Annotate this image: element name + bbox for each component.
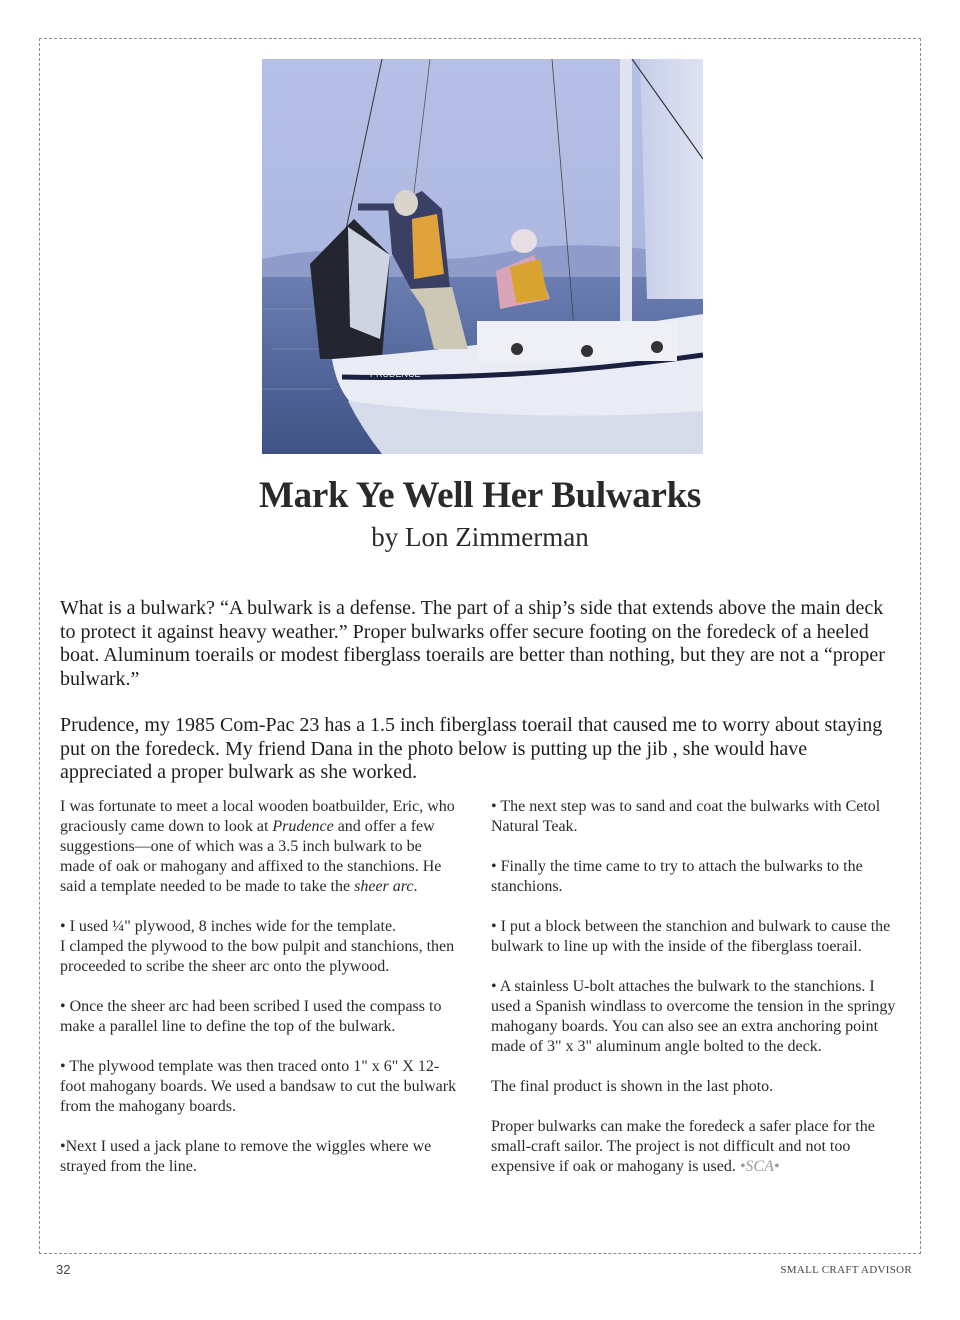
left-paragraph-2a: • I used ¼" plywood, 8 inches wide for the template.	[60, 918, 397, 935]
sheer-arc-term: sheer arc	[354, 878, 414, 895]
left-p1-text-b: and offer a few suggestions—one of which was a 3.5 inch bulwark to be made of oak or mahogany and affixed to the stanchions. He said a template needed to be made to take the	[60, 818, 442, 895]
boat-name: Prudence	[272, 818, 334, 835]
sailboat-photo	[262, 59, 703, 454]
page-number: 32	[56, 1262, 71, 1277]
right-paragraph-1: • The next step was to sand and coat the bulwarks with Cetol Natural Teak.	[491, 798, 881, 835]
right-paragraph-3: • I put a block between the stanchion and bulwark to cause the bulwark to line up with the inside of the fiberglass toerail.	[491, 918, 891, 955]
hull-lettering: PRUDENCE	[370, 369, 421, 379]
right-paragraph-5: The final product is shown in the last photo.	[491, 1078, 774, 1095]
article-byline: by Lon Zimmerman	[371, 522, 589, 552]
right-p6-text: Proper bulwarks can make the foredeck a safer place for the small-craft sailor. The project is not difficult and not too expensive if oak or mahogany is used.	[491, 1118, 875, 1175]
left-paragraph-2b: I clamped the plywood to the bow pulpit and stanchions, then proceeded to scribe the sheer arc onto the plywood.	[60, 938, 455, 975]
left-paragraph-1	[60, 797, 460, 897]
left-paragraph-3: • Once the sheer arc had been scribed I used the compass to make a parallel line to define the top of the bulwark.	[60, 998, 442, 1035]
right-paragraph-2: • Finally the time came to try to attach the bulwarks to the stanchions.	[491, 858, 863, 895]
article-title: Mark Ye Well Her Bulwarks	[259, 475, 701, 516]
left-paragraph-4: • The plywood template was then traced onto 1" x 6" X 12-foot mahogany boards. We used a bandsaw to cut the bulwark from the mahogany boards.	[60, 1058, 457, 1115]
right-paragraph-6	[491, 1117, 901, 1177]
right-column	[491, 797, 901, 1197]
right-paragraph-4: • A stainless U-bolt attaches the bulwark to the stanchions. I used a Spanish windlass to overcome the tension in the springy mahogany boards. You can also see an extra anchoring point made of 3" x 3" aluminum angle bolted to the deck.	[491, 978, 896, 1055]
intro-paragraph-1: What is a bulwark? “A bulwark is a defense. The part of a ship’s side that extends above the main deck to protect it against heavy weather.” Proper bulwarks offer secure footing on the foredeck of a heeled boat. Aluminum toerails or modest fiberglass toerails are better than nothing, but they are not a “proper bulwark.”	[60, 597, 885, 690]
left-column	[60, 797, 460, 1197]
left-p1-text-c: .	[413, 878, 418, 895]
magazine-name: SMALL CRAFT ADVISOR	[780, 1264, 912, 1276]
left-p1-text-a: I was fortunate to meet a local wooden boatbuilder, Eric, who graciously came down to look at	[60, 798, 455, 835]
left-paragraph-5: •Next I used a jack plane to remove the wiggles where we strayed from the line.	[60, 1138, 432, 1175]
intro-paragraph-2: Prudence, my 1985 Com-Pac 23 has a 1.5 inch fiberglass toerail that caused me to worry about staying put on the foredeck. My friend Dana in the photo below is putting up the jib , she would have appreciated a proper bulwark as she worked.	[60, 714, 883, 783]
end-mark: •SCA•	[739, 1158, 780, 1175]
